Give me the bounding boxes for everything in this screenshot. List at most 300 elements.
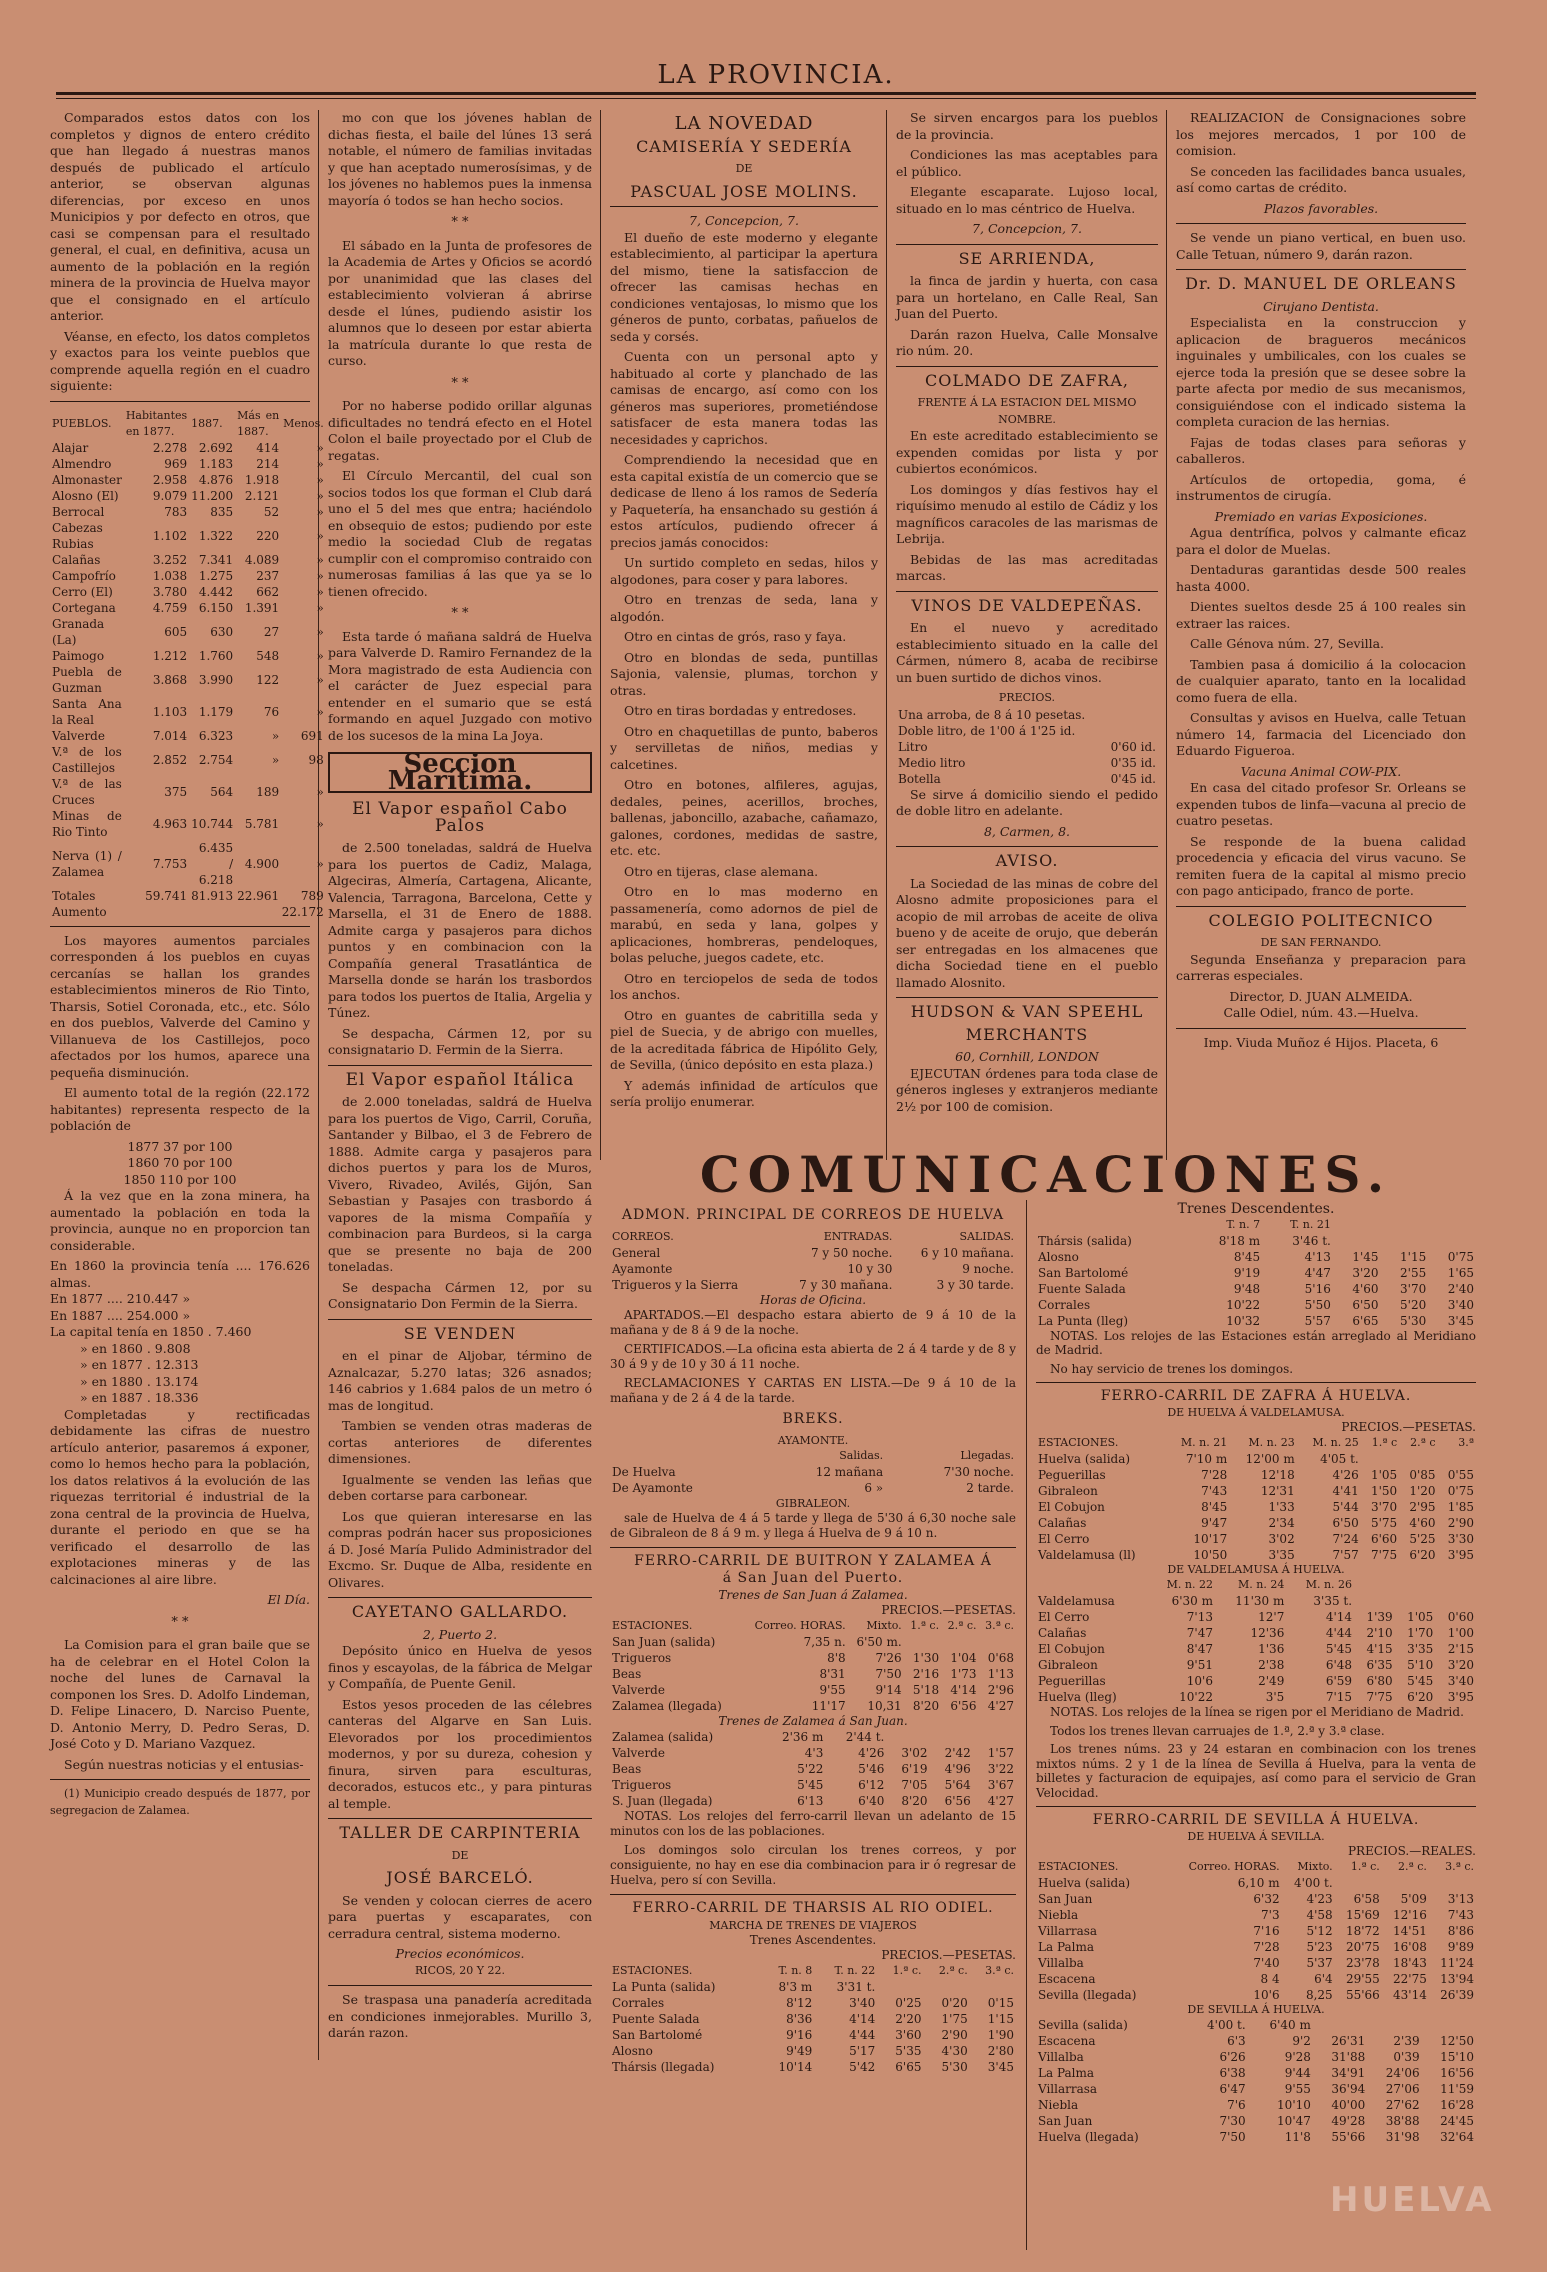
table-cell: 662 [256,584,280,599]
table-cell: El Cobujon [1038,1642,1105,1656]
table-header: T. n. 7 [1226,1217,1261,1231]
table-cell: 7'28 [1253,1939,1280,1954]
table-cell: 16'28 [1440,2098,1474,2112]
table-cell [1333,1233,1381,1249]
table-cell: Valverde [612,1746,665,1760]
totals-value: 81.913 [191,888,234,903]
ad-paragraph: Segunda Enseñanza y preparacion para carreras especiales. [1176,951,1466,983]
separator-stars: * * [451,375,469,391]
table-cell: V.ª de los Castillejos [52,744,122,775]
table-cell: 4'27 [987,1699,1014,1713]
table-cell: 6'13 [797,1794,824,1808]
column-divider [600,110,601,1160]
table-header: PUEBLOS. [52,416,112,430]
ad-address: 2, Puerto 2. [422,1626,498,1642]
table-cell: 122 [256,672,280,687]
table-cell: 4'23 [1306,1891,1333,1906]
table-cell: 1'05 [1407,1610,1434,1624]
table-cell: 3'95 [1447,1547,1474,1562]
table-cell: 3.868 [152,672,188,687]
table-row [50,744,326,776]
ad-paragraph: Los que quieran interesarse en las compras podrán hacer sus proposiciones á D. José María Pulido Administrador del Excmo. Sr. Duque de Alba, residente en Olivares. [328,1508,592,1590]
table-cell: 12 mañana [815,1465,884,1479]
table-cell: 22'75 [1393,1971,1427,1986]
ad-paragraph: Agua dentrífica, polvos y calmante eficaz para el dolor de Muelas. [1176,525,1466,557]
table-cell: 0'55 [1447,1467,1474,1482]
ad-paragraph: Cuenta con un personal apto y habituado al corte y planchado de las camisas de encargo, así como con los géneros mas superiores, prometiéndose satisfacer de esta manera todas las necesidades y caprichos. [610,349,878,447]
table-cell: 10 y 30 [847,1262,893,1276]
table-cell: 0'25 [895,1996,922,2010]
table-cell: 0'60 id. [1110,739,1156,754]
table-row [1036,1907,1476,1923]
zafra-title: FERRO-CARRIL DE ZAFRA Á HUELVA. [1100,1388,1412,1404]
table-cell: 0'68 [987,1651,1014,1665]
table-cell: 3.252 [152,552,188,567]
table-cell: 7'6 [1227,2098,1246,2112]
zafra-sub: DE HUELVA Á VALDELAMUSA. [1167,1405,1345,1419]
table-cell: 6'80 [1366,1674,1393,1688]
table-cell: Niebla [1038,1907,1079,1922]
table-cell: 1'45 [1352,1249,1379,1264]
table-cell: 31'98 [1385,2130,1420,2144]
table-cell: 12'31 [1260,1483,1295,1498]
table-cell: 4'05 t. [1320,1451,1359,1466]
ad-title: TALLER DE CARPINTERIA [339,1823,581,1842]
table-cell: 564 [210,784,234,799]
table-header: Correo. HORAS. [754,1619,846,1632]
table-row [610,1698,1016,1714]
table-cell: Alosno (El) [52,488,119,503]
table-cell: 1.179 [198,704,234,719]
table-cell: Peguerillas [1038,1467,1106,1482]
table-row [1036,1249,1476,1265]
table-cell: 5'16 [1304,1281,1331,1296]
table-header [1381,1217,1429,1233]
zafra-table [1036,1577,1476,1705]
table-cell: 7'13 [1186,1610,1213,1624]
table-header: Correo. HORAS. [1188,1859,1280,1873]
table-cell: Huelva (salida) [1038,1875,1131,1890]
table-cell: 6'32 [1253,1891,1280,1906]
rule [1176,906,1466,907]
table-cell: Santa Ana la Real [52,696,122,727]
table-cell: 8'20 [901,1794,928,1808]
table-row [1036,1625,1476,1641]
table-header [1395,1577,1436,1593]
table-cell: 10'6 [1253,1987,1280,2002]
table-cell: 1'20 [1409,1483,1436,1498]
ad-paragraph: Elegante escaparate. Lujoso local, situado en lo mas céntrico de Huelva. [896,184,1158,216]
buitron-sub: á San Juan del Puerto. [722,1570,904,1586]
table-cell: 4.900 [244,856,280,871]
table-row [50,696,326,728]
table-row [1036,1923,1476,1939]
ad-subtitle: MERCHANTS [965,1024,1089,1044]
article-paragraph: Los mayores aumentos parciales corresponden á los pueblos en cuyas cercanías se hallan los grandes establecimientos mineros de Rio Tinto, Tharsis, Sotiel Coronada, etc., etc. Sólo en dos pueblos, Valverde del Camino y Villanueva de los Castillejos, poco afectados por los humos, aparece una pequeña disminución. [50,932,310,1080]
table-cell [1381,1233,1429,1249]
table-cell: 9'2 [1292,2034,1311,2048]
table-cell: » [316,624,324,639]
table-header [1036,1577,1147,1593]
table-cell: 1'85 [1447,1499,1474,1514]
table-row [610,1480,1016,1496]
table-row [610,1261,1016,1277]
table-cell: 4.089 [244,552,280,567]
table-cell: 4'14 [1325,1610,1353,1624]
table-row [610,1745,1016,1761]
table-cell: 2'39 [1393,2034,1420,2048]
table-cell: 1'13 [987,1667,1014,1681]
table-cell: 0'75 [1447,1483,1474,1498]
rule [50,1779,310,1780]
table-row [1036,1499,1476,1515]
table-row [1036,1233,1476,1249]
table-cell [979,1634,1016,1650]
list-item: Otro en blondas de seda, puntillas Sajonia, valensie, plumas, torchon y otras. [610,649,878,698]
table-row [1036,1609,1476,1625]
table-cell: Cabezas Rubias [52,520,103,551]
notice: sale de Huelva de 4 á 5 tarde y llega de 5'30 á 6,30 noche sale de Gibraleon de 8 á 9 m. y llega á Huelva de 9 á 10 n. [610,1511,1016,1540]
table-cell: 4'58 [1306,1907,1333,1922]
table-cell: 2.852 [152,752,188,767]
table-cell: 0'15 [987,1996,1014,2010]
table-cell: 7'30 [1219,2114,1246,2128]
buitron-trenes: Trenes de San Juan á Zalamea. [718,1588,908,1602]
table-cell [1354,1593,1395,1609]
table-cell: 6'38 [1219,2066,1246,2080]
table-cell: 9'48 [1233,1281,1261,1296]
totals-label: Totales [52,888,96,903]
table-cell: 375 [164,784,188,799]
table-cell: 2'55 [1400,1265,1427,1280]
rule [1176,269,1466,270]
table-cell: 24'06 [1385,2066,1420,2080]
table-cell: 7'05 [901,1778,928,1792]
breks-table [610,1448,1016,1496]
list-item: Otro en cintas de grós, raso y faya. [624,629,847,644]
table-row [50,440,326,456]
table-cell: 2'90 [1447,1515,1474,1530]
table-cell: 3'35 t. [1313,1594,1353,1608]
comunicaciones-left [610,1202,1016,2075]
table-row [50,808,326,840]
table-cell: Doble litro, de 1'00 á 1'25 id. [898,723,1076,738]
table-cell: » [271,728,280,743]
table-cell: 27 [263,624,280,639]
table-cell: 6'12 [858,1778,885,1792]
ad-paragraph: Consultas y avisos en Huelva, calle Tetuan número 14, farmacia del Licenciado don Eduardo Figueroa. [1176,710,1466,758]
table-cell: 2 tarde. [966,1481,1014,1495]
ad-title: CAYETANO GALLARDO. [351,1602,569,1621]
table-cell: 14'51 [1393,1923,1427,1938]
column-3 [610,110,878,1115]
table-row [610,1464,1016,1480]
table-header: SALIDAS. [959,1230,1014,1243]
table-row [1036,1467,1476,1483]
table-cell: 43'14 [1393,1987,1427,2002]
list-item: Otro en tiras bordadas y entredoses. [624,703,857,718]
table-cell: 6'48 [1325,1658,1353,1672]
table-cell: Valdelamusa (ll) [1038,1547,1136,1562]
table-row [1036,1531,1476,1547]
table-cell: 4.876 [198,472,234,487]
table-cell: 6.323 [198,728,234,743]
table-cell: 0'85 [1409,1467,1436,1482]
table-row [896,755,1158,771]
table-cell: 6'47 [1219,2082,1246,2096]
table-cell: 4'00 t. [1294,1875,1333,1890]
rule [896,366,1158,367]
article-paragraph: Por no haberse podido orillar algunas dificultades no tendrá efecto en el Hotel Colon el baile proyectado por el Club de regatas. [328,398,592,463]
table-cell: Calañas [1038,1626,1087,1640]
table-cell: 0'39 [1393,2050,1420,2064]
table-cell: 0'45 id. [1110,771,1156,786]
table-cell: 3'35 [1268,1547,1295,1562]
table-cell [1313,2017,1367,2033]
table-cell: 7'15 [1325,1690,1353,1704]
ad-paragraph: Especialista en la construccion y aplicacion de bragueros mecánicos inguinales y umbilicales, con los cuales se ejerce toda la presión que se desee sobre la parte afecta por medio de sus mecanismos, consiguiéndose con el indicado sistema la completa curacion de las hernias. [1176,315,1466,429]
table-cell: 18'43 [1393,1955,1427,1970]
table-cell: 6'59 [1325,1674,1353,1688]
table-cell [1399,1451,1437,1467]
list-item: Otro en terciopelos de seda de todos los anchos. [610,970,878,1002]
population-line: En 1877 .... 210.447 » [50,1291,191,1306]
table-cell [1435,1593,1476,1609]
table-cell: 4.442 [198,584,234,599]
table-cell: Villarrasa [1038,2082,1098,2096]
table-cell: Niebla [1038,2098,1079,2112]
population-line: En 1887 .... 254.000 » [50,1307,191,1323]
table-cell: 1.212 [152,648,188,663]
table-cell: 7'16 [1253,1923,1280,1938]
table-cell: 5'22 [797,1762,824,1776]
table-cell: 6'26 [1219,2050,1246,2064]
table-cell: 12'18 [1260,1467,1295,1482]
table-row [1036,1515,1476,1531]
table-cell: 9'55 [1284,2082,1311,2096]
separator-stars: * * [451,606,469,621]
table-cell: Litro [898,739,928,754]
rule [328,1985,592,1986]
table-cell: 1'57 [987,1746,1014,1760]
table-cell: 10'14 [778,2060,813,2074]
table-row [50,584,326,600]
article-paragraph: mo con que los jóvenes hablan de dichas fiesta, el baile del lúnes 13 será notable, el número de familias invitadas y que han aceptado numerosísimas, y de los jóvenes no hablemos pues la inmensa mayoría ó todos se han hecho socios. [328,110,592,208]
gibraleon-title: GIBRALEON. [775,1497,851,1510]
signature: El Día. [267,1592,310,1607]
percent-line: 1860 70 por 100 [127,1155,233,1170]
table-cell [970,1979,1016,1995]
table-cell: 605 [164,624,188,639]
table-header: 2.ª c. [938,1964,968,1977]
table-cell: Corrales [1038,1297,1091,1312]
table-cell: 1.183 [198,456,234,471]
ad-line: Premiado en varias Exposiciones. [1214,508,1428,524]
table-cell: 237 [256,568,280,583]
buitron-title: FERRO-CARRIL DE BUITRON Y ZALAMEA Á [634,1553,992,1569]
table-cell: 3'70 [1400,1281,1427,1296]
table-cell: 3'02 [901,1746,928,1760]
table-row [896,771,1158,787]
ad-title: SE VENDEN [403,1323,517,1343]
table-cell: 8'20 [912,1699,940,1713]
ad-paragraph: Depósito único en Huelva de yesos finos y escayolas, de la fábrica de Melgar y Compañía, de Puente Genil. [328,1643,592,1691]
table-cell: Beas [612,1667,642,1681]
column-2 [328,110,592,2046]
table-cell: 7'47 [1186,1626,1213,1640]
ad-paragraph: de 2.500 toneladas, saldrá de Huelva para los puertos de Cadiz, Malaga, Algeciras, Almería, Cartagena, Alicante, Valencia, Tarragona, Barcelona, Cette y Marsella, el 31 de Enero de 1888. Admite carga y pasajeros para dichos puntos y en combinacion con la Compañía general Trasatlántica de Marsella donde se harán los trasbordos para todos los puertos de Italia, Argelia y Túnez. [328,840,592,1020]
list-item: Otro en lo mas moderno en passamenería, como adornos de piel de marabú, en seda y lana, golpes y aplicaciones, hombreras, pendeloques, bolas peluche, juegos cadete, etc. [610,884,878,965]
table-cell: 5'25 [1409,1531,1436,1546]
table-cell: Sevilla (salida) [1038,2018,1128,2032]
table-cell: Villalba [1038,2050,1084,2064]
table-row [610,1729,1016,1745]
list-item: Otro en chaquetillas de punto, baberos y servilletas de niños, medias y calcetines. [610,723,878,772]
table-header: M. n. 24 [1237,1578,1285,1591]
table-cell [1361,1451,1399,1467]
table-cell: 5'46 [858,1762,885,1776]
table-cell: 6'58 [1353,1891,1380,1906]
ad-title: VINOS DE VALDEPEÑAS. [911,595,1143,615]
table-row [1036,1451,1476,1467]
table-cell: 3'13 [1447,1891,1474,1906]
table-cell: 5'30 [1400,1313,1427,1328]
table-header: T. n. 22 [834,1964,876,1977]
table-cell: 26'31 [1331,2034,1366,2048]
table-cell: Calañas [52,552,101,567]
table-cell: 5'35 [895,2044,922,2058]
ad-paragraph: Artículos de ortopedia, goma, é instrumentos de cirugía. [1176,471,1466,503]
table-row [50,552,326,568]
population-table [50,408,326,920]
table-cell: 3'40 [1447,1297,1474,1312]
column-divider [1026,1200,1027,2250]
table-cell: 7'75 [1370,1547,1398,1562]
table-cell: 18'72 [1345,1923,1380,1938]
table-cell: 3'70 [1370,1499,1398,1514]
rule [896,846,1158,847]
table-cell: 12'7 [1258,1610,1285,1624]
table-header: 2.ª c [1410,1435,1436,1449]
table-cell: 6 y 10 mañana. [920,1246,1014,1260]
table-cell: Trigueros [612,1651,672,1665]
rule [896,997,1158,998]
table-cell: Fuente Salada [1038,1281,1126,1296]
buitron-table [610,1618,1016,1714]
ad-address: 60, Cornhill, LONDON [955,1049,1099,1064]
table-cell: 3'35 [1407,1642,1434,1656]
rule [1176,223,1466,224]
table-header: M. n. 22 [1166,1578,1213,1591]
table-cell: 1'36 [1258,1642,1285,1656]
article-paragraph: Véanse, en efecto, los datos completos y exactos para los veinte pueblos que comprende aquella región en el cuadro siguiente: [50,328,310,393]
table-cell: Huelva (lleg) [1038,1690,1117,1704]
table-cell: 2'80 [987,2044,1014,2058]
table-cell: 10'6 [1186,1674,1213,1688]
table-cell: San Juan [1038,1891,1093,1906]
rule [896,244,1158,245]
ad-paragraph: la finca de jardin y huerta, con casa para un hortelano, en Calle Real, San Juan del Puerto. [896,273,1158,321]
table-cell: Paimogo [52,648,105,663]
table-cell: S. Juan (llegada) [612,1794,713,1808]
ad-paragraph: Estos yesos proceden de las célebres canteras del Algarve en San Luis. Elevorados por los procedimientos modernos, y por su dureza, cohesion y finura, sirven para esculturas, decorados, estucos etc., y para pinturas al temple. [328,1696,592,1811]
table-row [1036,1483,1476,1499]
table-cell: 3'95 [1447,1690,1474,1704]
table-header [610,1448,759,1464]
table-cell: Escacena [1038,1971,1096,1986]
table-cell: 10.744 [191,816,234,831]
table-cell: Almendro [52,456,112,471]
article-paragraph: Esta tarde ó mañana saldrá de Huelva para Valverde D. Ramiro Fernandez de la Mora magistrado de esta Audiencia con el carácter de Juez especial para entender en el sumario que se está formando en aquel Juzgado con motivo de los sucesos de la mina La Joya. [328,628,592,743]
table-header: ESTACIONES. [612,1964,693,1977]
table-cell: 11'59 [1440,2082,1474,2096]
ad-paragraph: Se sirve á domicilio siendo el pedido de doble litro en adelante. [896,786,1158,818]
column-divider [318,110,319,2060]
ad-paragraph: Comprendiendo la necesidad que en esta capital existía de un comercio que se dedicase de lleno á los ramos de Sedería y Paquetería, ha ensanchado su gestión á estos artículos, pudiendo ofrecer á precios jamás conocidos: [610,452,878,550]
table-cell: 1'73 [950,1667,977,1681]
table-cell: 6'20 [1409,1547,1436,1562]
table-row [1036,1593,1476,1609]
table-cell: 7'10 m [1185,1451,1228,1466]
table-cell: 16'56 [1440,2066,1474,2080]
table-cell: 5'10 [1407,1658,1434,1672]
table-cell: Minas de Rio Tinto [52,808,122,839]
ad-paragraph: En este acreditado establecimiento se expenden comidas por lista y por cubiertos económicos. [896,428,1158,476]
table-cell: 1.038 [152,568,188,583]
tharsis-desc-table [1036,1217,1476,1329]
table-cell [1438,1451,1476,1467]
table-cell: 691 [300,728,324,743]
table-row [610,2027,1016,2043]
table-cell: 4'26 [858,1746,885,1760]
percent-line: 1850 110 por 100 [123,1171,237,1187]
ad-paragraph: Se vende un piano vertical, en buen uso. Calle Tetuan, número 9, darán razon. [1176,230,1466,262]
list-item: Otro en tijeras, clase alemana. [624,863,819,879]
list-item: Un surtido completo en sedas, hilos y algodones, para coser y para labores. [610,555,878,587]
table-cell: 2.692 [198,440,234,455]
table-cell: El Cerro [1038,1531,1090,1546]
table-cell [1335,1875,1382,1891]
buitron-trenes: Trenes de Zalamea á San Juan. [718,1714,908,1728]
table-row [610,2043,1016,2059]
table-cell: 5'75 [1370,1515,1398,1530]
rule [328,1597,592,1598]
table-cell: 9'14 [875,1683,902,1697]
table-cell: Almonaster [52,472,122,487]
table-cell: 2.958 [152,472,188,487]
table-cell: 548 [256,648,280,663]
notice: NOTAS. Los relojes de las Estaciones están arreglado al Meridiano de Madrid. [1036,1328,1476,1357]
desc-title: Trenes Descendentes. [1177,1201,1335,1217]
table-row [1036,2129,1476,2145]
table-cell: 2'44 t. [845,1730,885,1744]
ad-paragraph: Los domingos y días festivos hay el riquísimo menudo al estilo de Cádiz y los magníficos caracoles de las marismas de Lebrija. [896,481,1158,546]
capital-line: » en 1887 . 18.336 [80,1390,199,1405]
sevilla-sub: DE HUELVA Á SEVILLA. [1187,1829,1325,1843]
table-cell [1367,2017,1421,2033]
table-cell: 6'50 m. [856,1635,902,1649]
ad-paragraph: Igualmente se venden las leñas que deben cortarse para carbonear. [328,1471,592,1503]
table-cell: 6'20 [1407,1690,1434,1704]
table-cell: De Ayamonte [612,1481,693,1495]
top-rule [56,92,1476,95]
table-row [1036,1987,1476,2003]
tharsis-asc: Trenes Ascendentes. [749,1933,877,1947]
ad-paragraph: Tambien pasa á domicilio á la colocacion de cualquier aparato, tanto en la localidad como fuera de ella. [1176,656,1466,705]
ad-title: COLMADO DE ZAFRA, [924,370,1129,390]
ad-paragraph: Condiciones las mas aceptables para el público. [896,147,1158,179]
table-header: ESTACIONES. [1038,1435,1119,1449]
